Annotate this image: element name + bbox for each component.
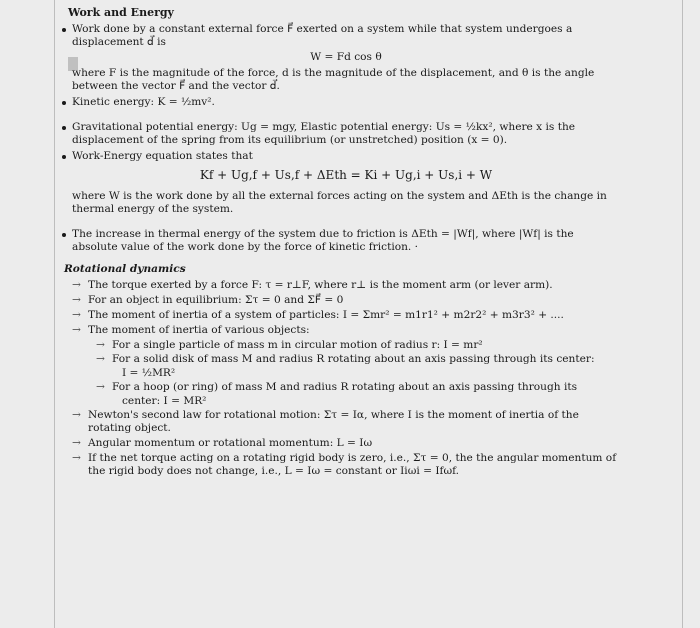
- item-torque: [60, 279, 620, 292]
- equilibrium-text: For an object in equilibrium: Στ = 0 and ΣF⃗ = 0: [88, 294, 344, 306]
- item-hoop: [60, 381, 620, 394]
- torque-text: The torque exerted by a force F: τ = r⊥F, where r⊥ is the moment arm (or lever arm).: [88, 279, 553, 291]
- item-particle: [60, 339, 620, 352]
- arrow-icon: →: [72, 437, 81, 449]
- item-inertia: [60, 309, 620, 322]
- disk-text: For a solid disk of mass M and radius R rotating about an axis passing through its center:: [112, 353, 595, 365]
- bullet-thermal: [60, 228, 620, 254]
- arrow-icon: →: [72, 294, 81, 306]
- page-right-border: [682, 0, 683, 628]
- newton-text: Newton's second law for rotational motion: Στ = Iα, where I is the moment of inertia of the rotating object.: [88, 409, 579, 434]
- particle-text: For a single particle of mass m in circular motion of radius r: I = mr²: [112, 339, 483, 351]
- inertia-various-text: The moment of inertia of various objects:: [88, 324, 310, 336]
- bullet-kinetic: [60, 96, 620, 109]
- item-equilibrium: [60, 294, 620, 307]
- item-newton: [60, 409, 620, 435]
- bullet-work-energy: [60, 150, 620, 216]
- disk-equation: I = ½MR²: [122, 367, 176, 379]
- work-equation: W = Fd cos θ: [310, 51, 382, 63]
- arrow-icon: →: [72, 309, 81, 321]
- arrow-icon: →: [72, 324, 81, 336]
- inertia-text: The moment of inertia of a system of particles: I = Σmr² = m1r1² + m2r2² + m3r3² + ....: [88, 309, 564, 321]
- arrow-icon: →: [96, 353, 105, 365]
- item-conservation: [60, 452, 620, 478]
- work-energy-equation: Kf + Ug,f + Us,f + ΔEth = Ki + Ug,i + Us,i + W: [199, 168, 493, 182]
- page-left-border: [54, 0, 55, 628]
- bullet-work: [60, 23, 620, 93]
- item-disk: [60, 353, 620, 366]
- thermal-text: The increase in thermal energy of the system due to friction is ΔEth = |Wf|, where |Wf| is the absolute value of the work done by the force of kinetic friction. ·: [72, 228, 574, 253]
- work-intro-text: Work done by a constant external force F⃗ exerted on a system while that system undergoes a displacement d⃗ is: [72, 23, 573, 48]
- section-heading: Work and Energy: [68, 6, 174, 19]
- arrow-icon: →: [72, 452, 81, 464]
- bullet-potential: [60, 121, 620, 147]
- angular-text: Angular momentum or rotational momentum: L = Iω: [88, 437, 373, 449]
- hoop-equation: center: I = MR²: [122, 395, 207, 407]
- potential-text: Gravitational potential energy: Ug = mgy, Elastic potential energy: Us = ½kx², where x is the displacement of the spring from its equilibrium (or unstretched) position (x = 0).: [72, 121, 576, 146]
- work-where-text: where F is the magnitude of the force, d is the magnitude of the displacement, and θ is the angle between the vector F⃗ and the vector d⃗.: [72, 67, 595, 92]
- conservation-text: If the net torque acting on a rotating rigid body is zero, i.e., Στ = 0, the the angular momentum of the rigid body does not change, i.e., L = Iω = constant or Iiωi = Ifωf.: [88, 452, 617, 477]
- work-energy-where: where W is the work done by all the external forces acting on the system and ΔEth is the change in thermal energy of the system.: [72, 190, 607, 215]
- arrow-icon: →: [96, 339, 105, 351]
- kinetic-text: Kinetic energy: K = ½mv².: [72, 96, 215, 108]
- hoop-text: For a hoop (or ring) of mass M and radius R rotating about an axis passing through its: [112, 381, 578, 393]
- arrow-icon: →: [72, 279, 81, 291]
- item-inertia-various: [60, 324, 620, 337]
- work-energy-intro: Work-Energy equation states that: [72, 150, 253, 162]
- arrow-icon: →: [72, 409, 81, 421]
- item-angular: [60, 437, 620, 450]
- arrow-icon: →: [96, 381, 105, 393]
- rotational-title: Rotational dynamics: [64, 263, 186, 275]
- document-content: [60, 6, 620, 480]
